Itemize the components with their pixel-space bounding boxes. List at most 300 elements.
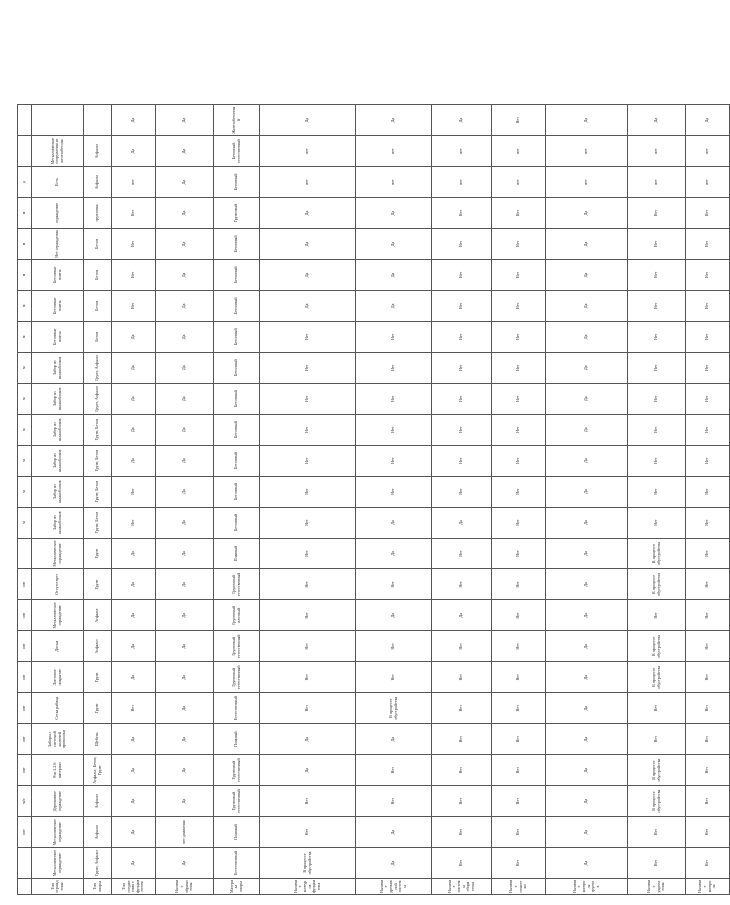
table-cell: Да xyxy=(628,105,686,136)
table-cell: Да xyxy=(546,445,628,476)
table-cell: Бетонный xyxy=(214,259,260,290)
table-cell: Нет xyxy=(492,198,546,229)
code-row-cell: опт xyxy=(18,662,32,693)
table-cell: Да xyxy=(156,693,214,724)
table-row xyxy=(112,105,156,895)
table-cell: Да xyxy=(156,445,214,476)
table-cell: Нет xyxy=(356,631,432,662)
table-cell: Нет xyxy=(432,198,492,229)
table-cell: нет xyxy=(356,167,432,198)
table-cell: Да xyxy=(260,290,356,321)
table-cell: Да xyxy=(112,105,156,136)
category-row-cell: Доски xyxy=(32,631,84,662)
code-row-cell: м xyxy=(18,259,32,290)
table-cell: нет xyxy=(432,167,492,198)
table-cell: Да xyxy=(356,228,432,259)
material-row-cell: Грунт, Асфальт xyxy=(84,352,112,383)
table-cell: нет xyxy=(112,167,156,198)
table-cell: Да xyxy=(546,228,628,259)
table-cell: Да xyxy=(156,538,214,569)
table-cell: Да xyxy=(156,167,214,198)
code-row-cell: опт xyxy=(18,817,32,848)
table-cell: Нет xyxy=(686,507,730,538)
table-cell: Нет xyxy=(686,538,730,569)
table-cell: нет xyxy=(628,136,686,167)
table-cell: Да xyxy=(156,259,214,290)
table-cell: Нет xyxy=(432,538,492,569)
table-cell: Да xyxy=(156,848,214,879)
table-cell: Да xyxy=(112,352,156,383)
category-row-cell: Нет ограждения xyxy=(32,228,84,259)
table-cell: Нет xyxy=(492,693,546,724)
table-cell: Нет xyxy=(112,198,156,229)
table-cell: Нет xyxy=(492,755,546,786)
table-cell: Нет xyxy=(628,198,686,229)
category-row-cell: Металлическое ограждение xyxy=(32,817,84,848)
table-cell: Нет xyxy=(628,476,686,507)
table-cell: Нет xyxy=(260,569,356,600)
code-row-cell: опт xyxy=(18,569,32,600)
row-label: Наличие дренажной системы xyxy=(356,879,432,895)
table-cell: Да xyxy=(356,198,432,229)
code-row-cell: м xyxy=(18,198,32,229)
category-row-cell: Забор из шлакоблоков xyxy=(32,383,84,414)
code-row-cell: м xyxy=(18,507,32,538)
table-cell: Нет xyxy=(628,352,686,383)
table-cell: Нет xyxy=(432,321,492,352)
code-row-cell: опт xyxy=(18,693,32,724)
code-row-cell: д xyxy=(18,167,32,198)
table-cell: Нет xyxy=(686,848,730,879)
table-cell: Да xyxy=(260,724,356,755)
table-cell: Да xyxy=(546,476,628,507)
table-cell: Да xyxy=(432,600,492,631)
table-cell: нет xyxy=(356,136,432,167)
material-row-cell: Грунт xyxy=(84,662,112,693)
table-cell: Да xyxy=(112,848,156,879)
table-cell: Бетонный xyxy=(214,290,260,321)
table-cell: Нет xyxy=(260,383,356,414)
table-cell: Нет xyxy=(432,476,492,507)
category-row-cell: Сетка рабица xyxy=(32,693,84,724)
table-cell: Нет xyxy=(356,755,432,786)
table-cell: Нет xyxy=(492,414,546,445)
table-cell: Нет xyxy=(260,662,356,693)
table-cell: Да xyxy=(112,383,156,414)
category-row-cell: Отсутствует xyxy=(32,569,84,600)
table-cell: Нет xyxy=(686,569,730,600)
table-cell: Нет xyxy=(260,352,356,383)
table-cell: Нет xyxy=(432,290,492,321)
table-cell: Да xyxy=(156,662,214,693)
material-row-cell: Грунт, Асфальт xyxy=(84,848,112,879)
table-cell: Да xyxy=(156,321,214,352)
table-cell: Нет xyxy=(356,476,432,507)
table-cell: Нет xyxy=(628,817,686,848)
table-cell: Да xyxy=(546,507,628,538)
table-cell: Да xyxy=(156,600,214,631)
material-row-cell: Грунт, Бетон xyxy=(84,507,112,538)
table-cell: Нет xyxy=(260,507,356,538)
table-cell: Нет xyxy=(432,228,492,259)
table-cell: Да xyxy=(112,569,156,600)
table-cell: Нет xyxy=(686,662,730,693)
material-row-cell: Щебень xyxy=(84,724,112,755)
table-cell: Нет xyxy=(492,724,546,755)
table-cell: Да xyxy=(156,352,214,383)
code-row-cell xyxy=(18,848,32,879)
table-cell: Нет xyxy=(686,414,730,445)
table-cell: Да xyxy=(156,786,214,817)
table-cell: Нет xyxy=(432,445,492,476)
table-cell: Да xyxy=(356,105,432,136)
table-cell: Нет xyxy=(492,321,546,352)
code-row-cell xyxy=(18,105,32,136)
table-cell: Бетонный xyxy=(214,476,260,507)
category-row-cell: Забор из шлакоблоков xyxy=(32,476,84,507)
table-cell: Нет xyxy=(432,848,492,879)
table-cell: Да xyxy=(546,414,628,445)
code-row xyxy=(18,105,32,895)
table-cell: Нет xyxy=(432,662,492,693)
material-row-cell: Асфальт, Бетон, Грунт xyxy=(84,755,112,786)
table-cell: Да xyxy=(432,105,492,136)
table-cell: Нет xyxy=(492,600,546,631)
table-cell: Бетонный xyxy=(214,167,260,198)
code-row-cell: опт xyxy=(18,631,32,662)
table-cell: Нет xyxy=(432,786,492,817)
table-cell: Да xyxy=(156,631,214,662)
table-cell: нет xyxy=(686,136,730,167)
table-cell: Нет xyxy=(686,817,730,848)
table-cell: Нет xyxy=(356,662,432,693)
table-cell: Нет xyxy=(260,817,356,848)
category-row-cell: Забор из шлакоблоков xyxy=(32,507,84,538)
material-row-cell: Асфальт xyxy=(84,631,112,662)
table-row xyxy=(356,105,432,895)
table-cell: Нет xyxy=(628,228,686,259)
code-row-cell: м xyxy=(18,321,32,352)
table-cell: Бетонный xyxy=(214,228,260,259)
material-row-cell: Бетон xyxy=(84,228,112,259)
table-cell: Нет xyxy=(686,724,730,755)
table-cell: Да xyxy=(546,290,628,321)
row-label: Наличие контроля xyxy=(686,879,730,895)
table-cell: Да xyxy=(112,414,156,445)
table-cell: Нет xyxy=(492,631,546,662)
table-cell: Нет xyxy=(356,569,432,600)
material-row-cell: Грунт, Бетон xyxy=(84,445,112,476)
table-row xyxy=(628,105,686,895)
category-row-cell: Бетонные плиты xyxy=(32,321,84,352)
row-label: Наличие укрепления xyxy=(628,879,686,895)
table-cell: Да xyxy=(112,321,156,352)
table-cell: Нет xyxy=(686,228,730,259)
code-row-cell: м xyxy=(18,228,32,259)
table-cell: Нет xyxy=(686,755,730,786)
category-row-cell: Металлическое ограждение xyxy=(32,538,84,569)
material-row-cell: Грунт xyxy=(84,569,112,600)
table-cell: Да xyxy=(156,228,214,259)
row-label: Материал опоры xyxy=(214,879,260,895)
material-row-cell: Тип опоры xyxy=(84,879,112,895)
table-cell: Нет xyxy=(492,383,546,414)
table-cell: Да xyxy=(546,662,628,693)
category-row-cell: ограждение xyxy=(32,198,84,229)
table-cell: Да xyxy=(112,631,156,662)
category-row-cell xyxy=(32,105,84,136)
table-cell: нет xyxy=(686,167,730,198)
table-cell: нет xyxy=(492,167,546,198)
table-cell: Нет xyxy=(492,290,546,321)
table-cell: Нет xyxy=(492,569,546,600)
table-cell: Да xyxy=(356,259,432,290)
table-cell: Бетонный xyxy=(214,383,260,414)
table-cell: Нет xyxy=(432,817,492,848)
table-cell: нет xyxy=(546,167,628,198)
table-cell: Да xyxy=(156,105,214,136)
table-cell: Да xyxy=(112,724,156,755)
table-cell: Нет xyxy=(432,569,492,600)
table-cell: Нет xyxy=(492,445,546,476)
material-row-cell: Бетон xyxy=(84,321,112,352)
row-label: Наличие контуров фундамента xyxy=(260,879,356,895)
table-cell: Бетонный xyxy=(214,414,260,445)
category-row-cell: Деревянное ограждение xyxy=(32,786,84,817)
table-cell: нет xyxy=(628,167,686,198)
table-cell: Нет xyxy=(492,352,546,383)
table-cell: Нет xyxy=(686,352,730,383)
table-cell: Нет xyxy=(492,662,546,693)
material-row xyxy=(84,105,112,895)
table-cell: Да xyxy=(112,445,156,476)
category-row-cell: Есть xyxy=(32,167,84,198)
table-cell: Нет xyxy=(628,600,686,631)
table-cell: Нет xyxy=(686,383,730,414)
table-cell: Нет xyxy=(686,631,730,662)
table-cell: нет движения xyxy=(156,817,214,848)
table-cell: Да xyxy=(260,105,356,136)
table-cell: Нет xyxy=(628,290,686,321)
table-cell: Грунтовый xyxy=(214,198,260,229)
category-row-cell: Металлические сооружения из железобетона xyxy=(32,136,84,167)
table-cell: В процессе обустройства xyxy=(260,848,356,879)
table-cell: Да xyxy=(546,259,628,290)
table-cell: Да xyxy=(546,569,628,600)
table-cell: Нет xyxy=(686,786,730,817)
table-cell: Да xyxy=(546,538,628,569)
table-cell: Да xyxy=(156,383,214,414)
table-cell: Нет xyxy=(628,414,686,445)
table-cell: Да xyxy=(546,631,628,662)
table-cell: Да xyxy=(356,848,432,879)
table-cell: Грунтовый плотный xyxy=(214,600,260,631)
row-label: Наличие контроля грунтов xyxy=(546,879,628,895)
table-cell: Нет xyxy=(686,259,730,290)
table-cell: нет xyxy=(260,136,356,167)
table-cell: Да xyxy=(112,817,156,848)
table-cell: Нет xyxy=(492,105,546,136)
code-row-cell: м xyxy=(18,383,32,414)
table-cell: Да xyxy=(156,755,214,786)
table-cell: Нет xyxy=(432,383,492,414)
table-cell: Да xyxy=(546,848,628,879)
code-row-cell xyxy=(18,538,32,569)
table-cell: Нет xyxy=(432,259,492,290)
table-cell: Нет xyxy=(628,383,686,414)
table-cell: Нет xyxy=(432,755,492,786)
code-row-cell xyxy=(18,136,32,167)
table-cell: Нет xyxy=(492,507,546,538)
table-cell: Да xyxy=(156,569,214,600)
table-row xyxy=(260,105,356,895)
table-cell: Да xyxy=(546,693,628,724)
table-cell: Да xyxy=(112,136,156,167)
code-row-cell: опт xyxy=(18,600,32,631)
category-row-cell: Забор из шлакоблоков xyxy=(32,414,84,445)
table-cell: Нет xyxy=(628,848,686,879)
code-row-cell: м/с xyxy=(18,786,32,817)
table-cell: Нет xyxy=(112,290,156,321)
table-cell: Да xyxy=(356,724,432,755)
table-cell: Нет xyxy=(356,321,432,352)
table-cell: Бетонный xyxy=(214,321,260,352)
table-cell: Нет xyxy=(260,786,356,817)
table-cell: Грунтовый естественный xyxy=(214,786,260,817)
table-cell: Нет xyxy=(686,321,730,352)
parameters-table xyxy=(17,104,730,895)
table-cell: Да xyxy=(260,198,356,229)
table-cell: Нет xyxy=(112,476,156,507)
category-row-cell: Листовое покрытие xyxy=(32,662,84,693)
category-row-cell: Металлическое ограждение xyxy=(32,600,84,631)
table-cell: нет xyxy=(432,136,492,167)
table-cell: Да xyxy=(546,105,628,136)
table-cell: Да xyxy=(156,414,214,445)
table-cell: Плавный xyxy=(214,538,260,569)
table-row xyxy=(214,105,260,895)
table-cell: Нет xyxy=(112,693,156,724)
row-label: Наличие системы сбора стока xyxy=(432,879,492,895)
table-cell: Да xyxy=(356,600,432,631)
material-row-cell: Грунт xyxy=(84,538,112,569)
code-row-cell xyxy=(18,879,32,895)
category-row-cell: Металлическое ограждение xyxy=(32,848,84,879)
code-row-cell: м xyxy=(18,290,32,321)
category-row-cell: Заборы с системой колючей проволоки xyxy=(32,724,84,755)
table-cell: Плавный xyxy=(214,817,260,848)
table-cell: Нет xyxy=(260,600,356,631)
table-cell: Да xyxy=(432,507,492,538)
table-cell: Естественный xyxy=(214,693,260,724)
table-cell: Да xyxy=(546,724,628,755)
table-cell: Бетонный xyxy=(214,507,260,538)
row-label: Наличие отмостки xyxy=(492,879,546,895)
table-cell: нет xyxy=(492,136,546,167)
code-row-cell: м xyxy=(18,476,32,507)
table-cell: Нет xyxy=(492,848,546,879)
table-cell: В процессе обустройства xyxy=(628,755,686,786)
code-row-cell: м xyxy=(18,445,32,476)
category-row xyxy=(32,105,84,895)
table-cell: Да xyxy=(156,136,214,167)
table-cell: В процессе обустройства xyxy=(356,693,432,724)
table-cell: Да xyxy=(260,755,356,786)
table-cell: Да xyxy=(546,321,628,352)
table-cell: Нет xyxy=(492,259,546,290)
table-cell: Естественный xyxy=(214,848,260,879)
table-cell: Нет xyxy=(432,352,492,383)
table-cell: Грунтовый естественный xyxy=(214,631,260,662)
category-row-cell: Бетонные плиты xyxy=(32,259,84,290)
table-cell: Да xyxy=(260,228,356,259)
table-row xyxy=(156,105,214,895)
material-row-cell: Асфальт xyxy=(84,167,112,198)
table-cell: Нет xyxy=(112,259,156,290)
material-row-cell: грунтовая xyxy=(84,198,112,229)
table-cell: Нет xyxy=(686,476,730,507)
table-cell: В процессе обустройства xyxy=(628,786,686,817)
table-cell: Нет xyxy=(628,693,686,724)
table-row xyxy=(432,105,492,895)
table-cell: Нет xyxy=(492,228,546,259)
table-cell: Нет xyxy=(260,414,356,445)
table-cell: В процессе обустройства xyxy=(628,569,686,600)
table-cell: Да xyxy=(112,755,156,786)
table-cell: Нет xyxy=(260,445,356,476)
table-cell: Да xyxy=(546,198,628,229)
table-cell: Нет xyxy=(112,507,156,538)
table-row xyxy=(492,105,546,895)
table-cell: Нет xyxy=(686,290,730,321)
table-cell: Да xyxy=(546,755,628,786)
table-cell: Да xyxy=(112,786,156,817)
table-cell: Да xyxy=(156,724,214,755)
material-row-cell: Асфальт xyxy=(84,136,112,167)
table-cell: Да xyxy=(112,538,156,569)
table-cell: Нет xyxy=(628,445,686,476)
table-cell: Плавный xyxy=(214,724,260,755)
table-cell: Нет xyxy=(492,538,546,569)
table-cell: Нет xyxy=(356,786,432,817)
table-cell: Да xyxy=(356,817,432,848)
material-row-cell: Грунт, Бетон xyxy=(84,414,112,445)
table-cell: Да xyxy=(112,600,156,631)
table-cell: Нет xyxy=(260,693,356,724)
category-row-cell: Забор из шлакоблоков xyxy=(32,352,84,383)
row-label: Тип соединения с фундаментом xyxy=(112,879,156,895)
table-cell: Нет xyxy=(260,321,356,352)
material-row-cell: Грунт, Бетон xyxy=(84,476,112,507)
table-cell: Нет xyxy=(686,600,730,631)
table-cell: Грунтовый естественный xyxy=(214,755,260,786)
table-cell: Да xyxy=(546,786,628,817)
table-cell: Нет xyxy=(628,507,686,538)
table-cell: Да xyxy=(156,476,214,507)
table-cell: Нет xyxy=(686,198,730,229)
table-cell: Нет xyxy=(356,445,432,476)
category-row-cell: Тип ограждения xyxy=(32,879,84,895)
table-cell: Нет xyxy=(112,228,156,259)
table-cell: Да xyxy=(156,507,214,538)
table-cell: Да xyxy=(112,662,156,693)
table-cell: Да xyxy=(546,817,628,848)
table-cell: Нет xyxy=(432,631,492,662)
material-row-cell: Асфальт xyxy=(84,600,112,631)
table-cell: нет xyxy=(260,167,356,198)
code-row-cell: опт xyxy=(18,724,32,755)
table-cell: Нет xyxy=(492,476,546,507)
